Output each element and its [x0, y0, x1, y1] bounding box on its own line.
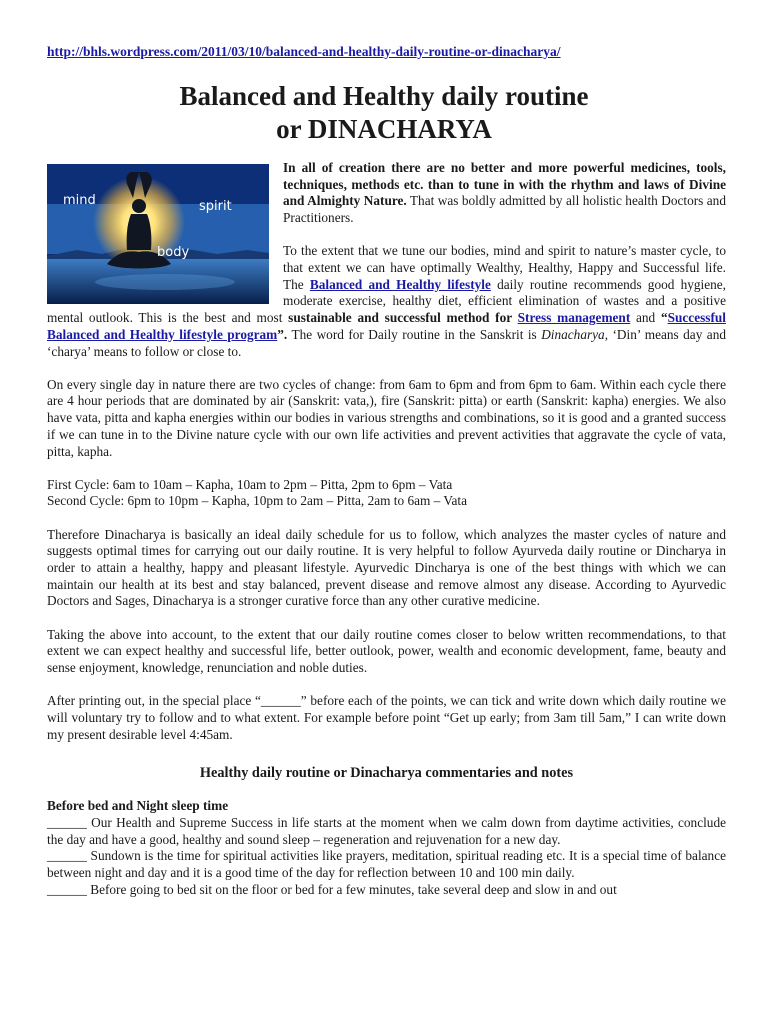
paragraph-3: On every single day in nature there are two cycles of change: from 6am to 6pm and from 6pm to 6am. Within each cycle there are 4 hour periods that are dominated by air (Sanskrit: vata,), fire (Sanskrit: pitta) or earth (Sanskrit: kapha) energies. We also have vata, pitta and kapha energies within our bodies in various strengths and combinations, so it is good and a granted success if we can tune in to the Divine nature cycle with our own life activities and prevent activities that aggravate the cycle of vata, pitta, kapha.	[47, 376, 726, 459]
list-item: ______ Our Health and Supreme Success in life starts at the moment when we calm down from daytime activities, conclude the day and have a good, healthy and sound sleep – regeneration and rejuvenation for a new day.	[47, 814, 726, 847]
para2-quote-close: ”.	[277, 326, 288, 342]
section-title: Healthy daily routine or Dinacharya commentaries and notes	[199, 765, 574, 782]
para2-text-4: The word for Daily routine in the Sanskrit is	[287, 326, 542, 342]
paragraph-4: Therefore Dinacharya is basically an ideal daily schedule for us to follow, which analyzes the master cycles of nature and suggests optimal times for carrying out our daily routine. It is very helpful to follow Ayurveda daily routine or Dincharya in order to attain a healthy, happy and pleasant lifestyle. Ayurvedic Dincharya is one of the best things with which we can maintain our health at its best and stay balanced, prevent disease and remove almost any disease. According to Ayurvedic Doctors and Sages, Dinacharya is a stronger curative force than any other curative medicine.	[47, 526, 726, 609]
cycle-list	[47, 477, 726, 510]
list-item: ______ Before going to bed sit on the floor or bed for a few minutes, take several deep and slow in and out	[47, 881, 617, 897]
label-body: body	[157, 245, 190, 260]
para2-text-3: and	[630, 310, 661, 326]
para2-text-2: daily routine recommends good hygiene, moderate exercise, healthy diet, efficient elimination of wastes and a positive mental outlook. This is the best and most	[47, 276, 726, 326]
photo-spacer	[47, 164, 269, 304]
para2-quote-open: “	[660, 310, 668, 326]
stress-management-link[interactable]: Stress management	[517, 310, 631, 326]
intro-bold: In all of creation there are no better and more powerful medicines, tools, techniques, methods etc. than to tune in with the rhythm and laws of Divine and Almighty Nature.	[283, 160, 726, 209]
balanced-lifestyle-link[interactable]: Balanced and Healthy lifestyle	[309, 276, 491, 292]
title-line-1: Balanced and Healthy daily routine	[179, 81, 589, 111]
para2-italic: Dinacharya	[541, 326, 605, 342]
lifestyle-program-link[interactable]: Successful Balanced and Healthy lifestyle program	[47, 310, 726, 342]
list-item: ______ Sundown is the time for spiritual activities like prayers, meditation, spiritual reading etc. It is a special time of balance between night and day and it is a good time of the day for reflection between 10 and 100 min daily.	[47, 848, 726, 880]
para2-text-1: To the extent that we tune our bodies, mind and spirit to nature’s master cycle, to that extent we can have optimally Wealthy, Healthy, Happy and Successful life. The	[283, 243, 726, 292]
document-body	[47, 160, 726, 898]
title-line-2: or DINACHARYA	[276, 114, 492, 144]
label-spirit: spirit	[199, 199, 232, 214]
paragraph-6: After printing out, in the special place “______” before each of the points, we can tick and write down which daily routine we will voluntary try to follow and to what extent. For example before point “Get up early; from 3am till 5am,” I can write down my present desirable level 4:45am.	[47, 693, 726, 742]
para2-text-5: , ‘Din’ means day and ‘charya’ means to follow or close to.	[47, 326, 726, 359]
paragraph-5: Taking the above into account, to the extent that our daily routine comes closer to below written recommendations, to that extent we can expect healthy and successful life, better outlook, power, wealth and economic development, fame, beauty and sense enjoyment, knowledge, renunciation and noble duties.	[47, 626, 726, 676]
intro-rest: That was boldly admitted by all holistic health Doctors and Practitioners.	[283, 193, 726, 226]
subsection-title: Before bed and Night sleep time	[47, 798, 229, 814]
first-cycle: First Cycle: 6am to 10am – Kapha, 10am to 2pm – Pitta, 2pm to 6pm – Vata	[47, 476, 453, 492]
document-title	[0, 80, 768, 146]
second-cycle: Second Cycle: 6pm to 10pm – Kapha, 10pm to 2am – Pitta, 2am to 6am – Vata	[47, 493, 468, 509]
label-mind: mind	[63, 193, 96, 208]
source-url-link[interactable]: http://bhls.wordpress.com/2011/03/10/balanced-and-healthy-daily-routine-or-dinacharya/	[47, 44, 561, 59]
para2-bold: sustainable and successful method for	[288, 310, 518, 326]
